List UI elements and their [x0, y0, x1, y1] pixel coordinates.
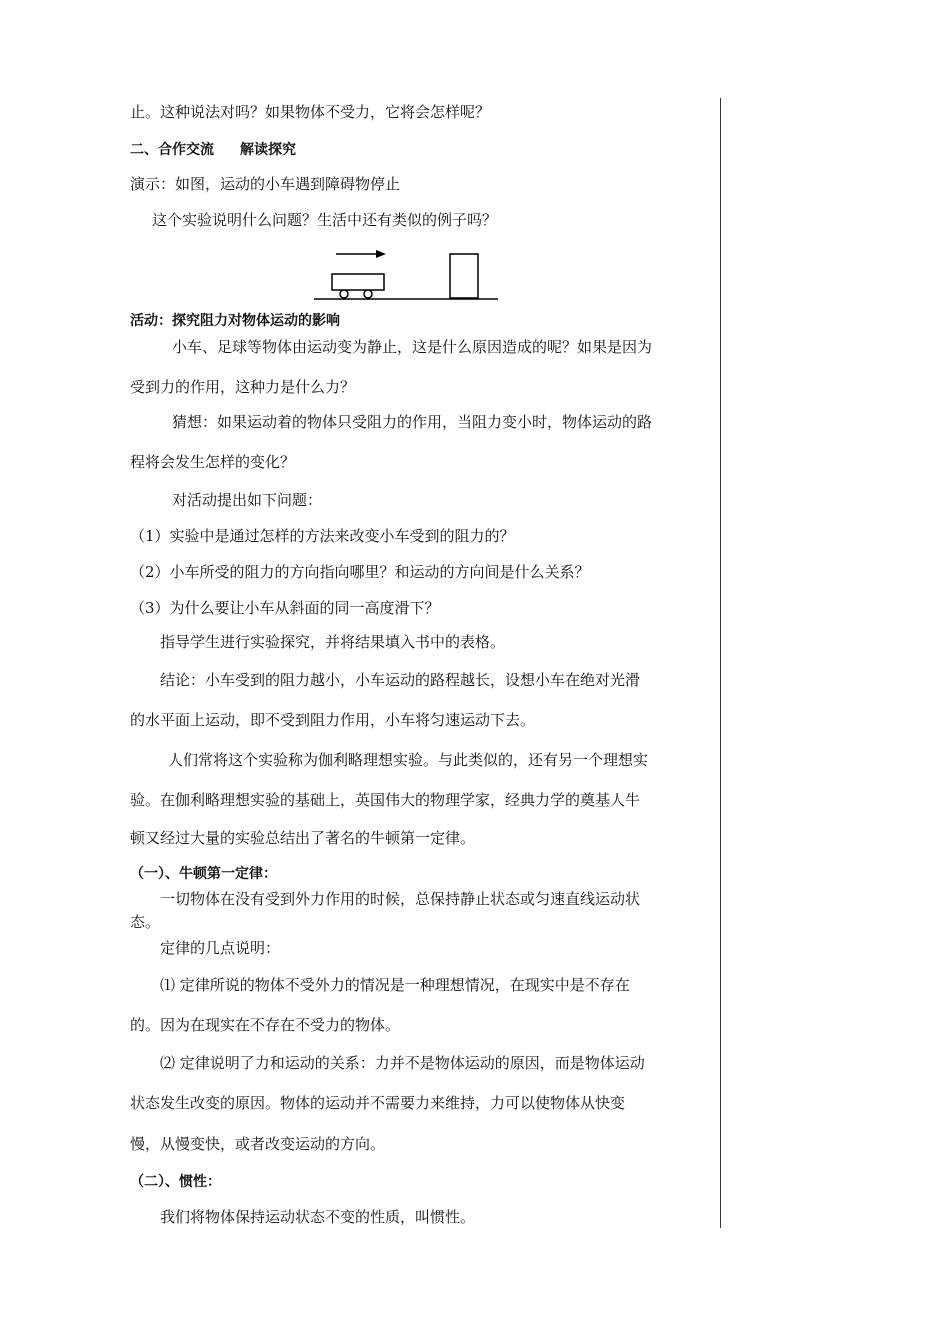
text-line: ⑵ 定律说明了力和运动的关系：力并不是物体运动的原因，而是物体运动: [160, 1054, 645, 1072]
text-line: 止。这种说法对吗？如果物体不受力，它将会怎样呢？: [130, 103, 491, 121]
text-line: 受到力的作用，这种力是什么力？: [130, 378, 356, 396]
text-line: 定律的几点说明：: [160, 939, 281, 957]
activity-heading: 活动：探究阻力对物体运动的影响: [130, 313, 340, 329]
text-line: 验。在伽利略理想实验的基础上，英国伟大的物理学家，经典力学的奠基人牛: [130, 791, 641, 809]
text-line: 演示：如图，运动的小车遇到障碍物停止: [130, 175, 401, 193]
text-line: 猜想：如果运动着的物体只受阻力的作用，当阻力变小时，物体运动的路: [172, 413, 653, 431]
text-line: ⑴ 定律所说的物体不受外力的情况是一种理想情况，在现实中是不存在: [160, 976, 630, 994]
text-line: 程将会发生怎样的变化？: [130, 453, 296, 471]
inertia-heading: （二）、惯性：: [130, 1174, 221, 1190]
text-line: 小车、足球等物体由运动变为静止，这是什么原因造成的呢？如果是因为: [172, 338, 653, 356]
text-line: 一切物体在没有受到外力作用的时候，总保持静止状态或匀速直线运动状: [160, 890, 641, 908]
text-line: 指导学生进行实验探究，并将结果填入书中的表格。: [160, 633, 506, 651]
text-line: 的。因为在现实在不存在不受力的物体。: [130, 1016, 401, 1034]
text-line: 慢，从慢变快，或者改变运动的方向。: [130, 1135, 386, 1153]
text-line: 对活动提出如下问题：: [172, 491, 323, 509]
text-line: 我们将物体保持运动状态不变的性质，叫惯性。: [160, 1208, 476, 1226]
question-item: （1）实验中是通过怎样的方法来改变小车受到的阻力的？: [130, 527, 515, 545]
question-item: （3）为什么要让小车从斜面的同一高度滑下？: [130, 599, 440, 617]
law-heading: （一）、牛顿第一定律：: [130, 866, 277, 882]
text-line: 结论：小车受到的阻力越小，小车运动的路程越长，设想小车在绝对光滑: [160, 671, 641, 689]
text-line: 态。: [130, 913, 161, 931]
text-line: 人们常将这个实验称为伽利略理想实验。与此类似的，还有另一个理想实: [168, 751, 649, 769]
section-heading: 二、合作交流 解读探究: [130, 142, 296, 158]
text-line: 的水平面上运动，即不受到阻力作用，小车将匀速运动下去。: [130, 711, 536, 729]
question-item: （2）小车所受的阻力的方向指向哪里？和运动的方向间是什么关系？: [130, 563, 590, 581]
text-line: 这个实验说明什么问题？生活中还有类似的例子吗？: [152, 211, 498, 229]
margin-rule: [720, 98, 721, 1228]
cart-obstacle-figure: [300, 238, 510, 304]
text-line: 状态发生改变的原因。物体的运动并不需要力来维持，力可以使物体从快变: [130, 1094, 626, 1112]
text-line: 顿又经过大量的实验总结出了著名的牛顿第一定律。: [130, 829, 476, 847]
